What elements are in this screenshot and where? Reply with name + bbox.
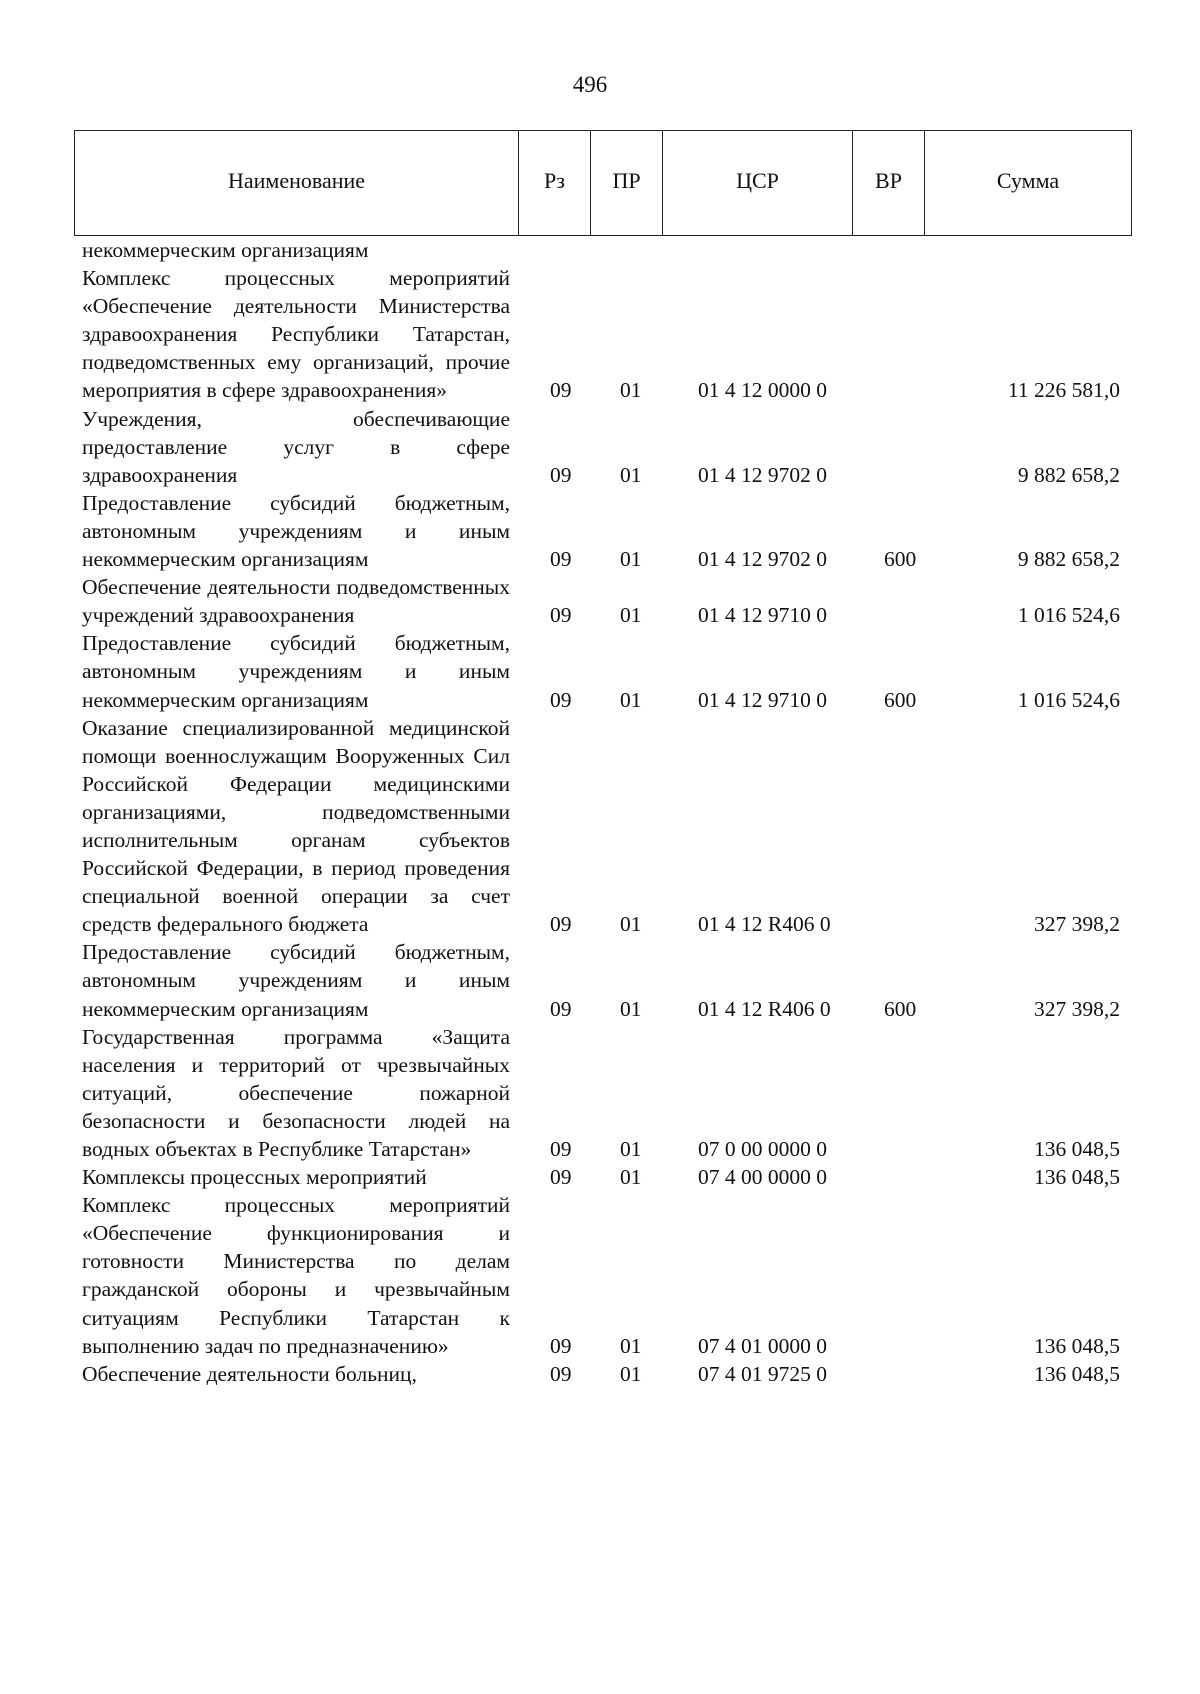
row-sum: 1 016 524,6 xyxy=(1017,603,1120,628)
row-name: Учреждения, обеспечивающие предоставление услуг в сфере здравоохранения xyxy=(82,406,510,487)
header-pr: ПР xyxy=(591,131,663,235)
row-vr: 600 xyxy=(884,687,917,712)
row-sum: 1 016 524,6 xyxy=(1017,687,1120,712)
row-pr: 01 xyxy=(620,1137,642,1161)
row-name: Предоставление субсидий бюджетным, автономным учреждениям и иным некоммерческим организациям xyxy=(82,940,510,1021)
row-csr: 07 4 00 0000 0 xyxy=(698,1165,827,1190)
row-sum: 136 048,5 xyxy=(1034,1333,1120,1358)
row-rz: 09 xyxy=(550,1333,572,1358)
table-row xyxy=(82,573,1132,629)
row-csr: 07 4 01 0000 0 xyxy=(698,1333,827,1358)
row-pr: 01 xyxy=(620,1165,642,1190)
row-csr: 07 4 01 9725 0 xyxy=(698,1361,827,1386)
row-sum: 136 048,5 xyxy=(1034,1137,1120,1161)
row-name: Обеспечение деятельности больниц, xyxy=(82,1361,417,1386)
row-csr: 01 4 12 R406 0 xyxy=(698,912,831,937)
table-row xyxy=(82,714,1132,939)
header-vr: ВР xyxy=(853,131,925,235)
row-pr: 01 xyxy=(620,462,642,487)
table-row xyxy=(82,1191,1132,1360)
row-csr: 07 0 00 0000 0 xyxy=(698,1137,827,1161)
table-row xyxy=(82,236,1132,264)
header-rz: Рз xyxy=(519,131,591,235)
row-csr: 01 4 12 9702 0 xyxy=(698,547,827,572)
table-body xyxy=(82,236,1132,1388)
table-row xyxy=(82,938,1132,1022)
row-sum: 11 226 581,0 xyxy=(1007,378,1120,403)
row-sum: 136 048,5 xyxy=(1034,1165,1120,1190)
row-name: Оказание специализированной медицинской помощи военнослужащим Вооруженных Сил Российской Федерации медицинскими организациями, подведомственными исполнительным органам субъектов Российской Федерации, в период проведения специальной военной операции за счет средств федерального бюджета xyxy=(82,715,510,937)
row-rz: 09 xyxy=(550,1165,572,1190)
row-pr: 01 xyxy=(620,687,642,712)
row-rz: 09 xyxy=(550,687,572,712)
row-rz: 09 xyxy=(550,462,572,487)
row-name: Предоставление субсидий бюджетным, автономным учреждениям и иным некоммерческим организациям xyxy=(82,490,510,572)
row-csr: 01 4 12 R406 0 xyxy=(698,996,831,1021)
table-row xyxy=(82,1023,1132,1163)
row-sum: 136 048,5 xyxy=(1034,1361,1120,1386)
header-sum: Сумма xyxy=(996,168,1060,193)
row-csr: 01 4 12 9710 0 xyxy=(698,603,827,628)
header-csr: ЦСР xyxy=(663,131,853,235)
table-row xyxy=(82,489,1132,573)
row-sum: 327 398,2 xyxy=(1034,912,1120,937)
row-csr: 01 4 12 9702 0 xyxy=(698,462,827,487)
row-pr: 01 xyxy=(620,378,642,403)
row-rz: 09 xyxy=(550,1361,572,1386)
row-rz: 09 xyxy=(550,996,572,1021)
row-sum: 9 882 658,2 xyxy=(1017,462,1120,487)
row-rz: 09 xyxy=(550,378,572,403)
table-row xyxy=(82,1360,1132,1388)
row-name: Предоставление субсидий бюджетным, автономным учреждениям и иным некоммерческим организациям xyxy=(82,631,510,712)
row-rz: 09 xyxy=(550,603,572,628)
table-row xyxy=(82,405,1132,489)
row-name: Государственная программа «Защита населения и территорий от чрезвычайных ситуаций, обеспечение пожарной безопасности и безопасности людей на водных объектах в Республике Татарстан» xyxy=(82,1024,510,1161)
row-sum: 9 882 658,2 xyxy=(1017,547,1120,572)
table-header xyxy=(74,130,1132,236)
row-name: Комплекс процессных мероприятий «Обеспечение функционирования и готовности Министерства по делам гражданской обороны и чрезвычайным ситуациям Республики Татарстан к выполнению задач по предназначению» xyxy=(82,1193,510,1358)
table-row xyxy=(82,264,1132,404)
row-csr: 01 4 12 9710 0 xyxy=(698,687,827,712)
header-name: Наименование xyxy=(75,131,519,235)
row-rz: 09 xyxy=(550,1137,572,1161)
row-name: Комплекс процессных мероприятий «Обеспечение деятельности Министерства здравоохранения Республики Татарстан, подведомственных ему организаций, прочие мероприятия в сфере здравоохранения» xyxy=(82,266,510,403)
row-csr: 01 4 12 0000 0 xyxy=(698,378,827,403)
row-name: Комплексы процессных мероприятий xyxy=(82,1165,427,1190)
row-vr: 600 xyxy=(884,996,917,1021)
page-number: 496 xyxy=(572,72,608,97)
row-pr: 01 xyxy=(620,1333,642,1358)
table-row xyxy=(82,629,1132,713)
row-pr: 01 xyxy=(620,547,642,572)
row-name: Обеспечение деятельности подведомственных учреждений здравоохранения xyxy=(82,575,510,628)
row-pr: 01 xyxy=(620,996,642,1021)
row-pr: 01 xyxy=(620,1361,642,1386)
row-rz: 09 xyxy=(550,547,572,572)
row-pr: 01 xyxy=(620,603,642,628)
row-name: некоммерческим организациям xyxy=(82,238,369,262)
table-row xyxy=(82,1163,1132,1191)
row-sum: 327 398,2 xyxy=(1034,996,1120,1021)
row-rz: 09 xyxy=(550,912,572,937)
row-vr: 600 xyxy=(884,547,917,572)
row-pr: 01 xyxy=(620,912,642,937)
